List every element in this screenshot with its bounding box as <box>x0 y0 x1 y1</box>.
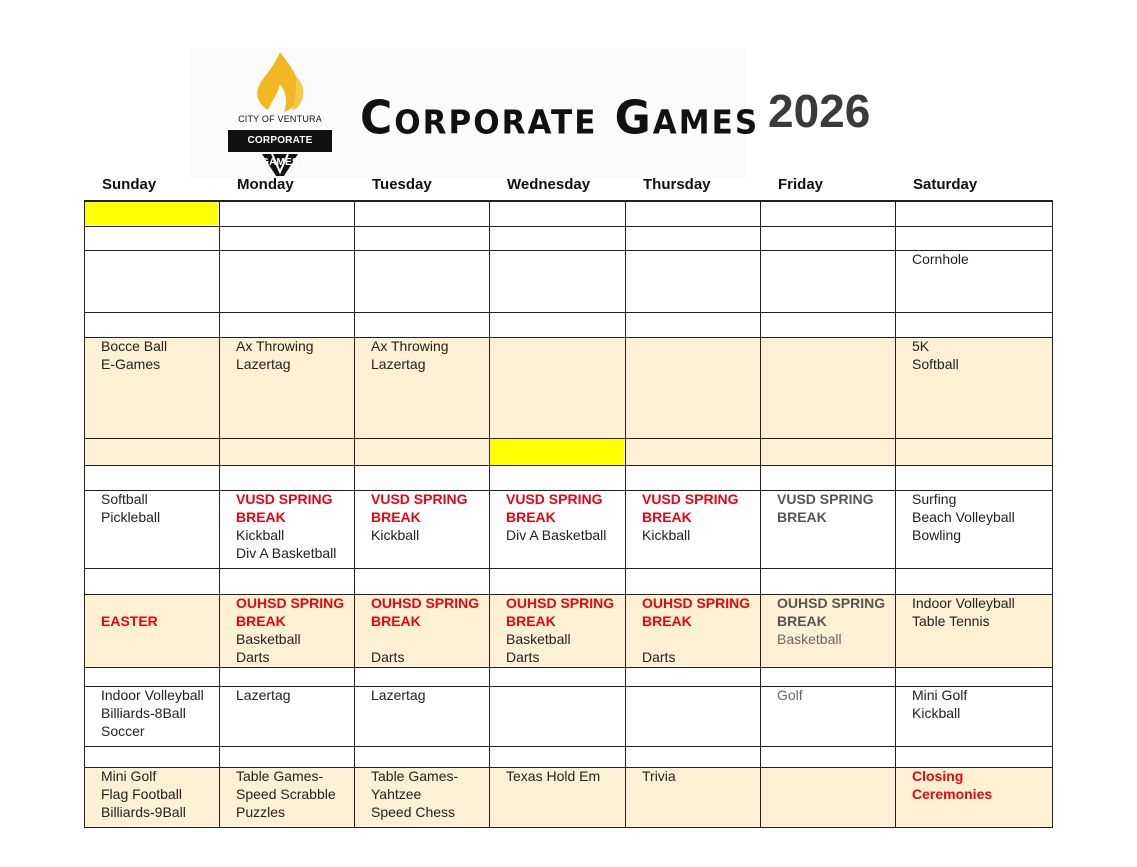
event-line: BREAK <box>236 613 286 629</box>
event-line: Darts <box>371 649 405 665</box>
event-line: Darts <box>236 649 270 665</box>
event-line: Golf <box>777 687 803 703</box>
event-line: Mini Golf <box>101 768 157 784</box>
day-header-tuesday: Tuesday <box>372 176 432 193</box>
event-line: Bocce Ball <box>101 338 168 354</box>
day-cell-events <box>236 490 368 562</box>
event-line: OUHSD SPRING <box>777 595 886 611</box>
day-cell-events <box>912 594 1044 630</box>
grid-line <box>84 438 1052 439</box>
grid-line <box>84 250 1052 251</box>
event-line: Kickball <box>912 705 961 721</box>
month-label-march <box>85 202 218 225</box>
grid-line <box>1052 200 1053 828</box>
event-line: 5K <box>912 338 930 354</box>
day-cell-events <box>912 767 1044 803</box>
logo-plate-text: CORPORATE GAMES <box>228 130 332 152</box>
grid-line <box>84 465 1052 466</box>
event-line <box>371 630 503 648</box>
day-header-monday: Monday <box>237 176 294 193</box>
day-cell-events <box>642 490 774 544</box>
day-header-friday: Friday <box>778 176 824 193</box>
page-title: Corporate Games <box>360 91 760 146</box>
grid-line <box>84 226 1052 227</box>
event-line: BREAK <box>777 613 827 629</box>
event-line: Speed Chess <box>371 804 456 820</box>
day-cell-events <box>777 594 909 648</box>
event-line: Pickleball <box>101 509 161 525</box>
event-line: BREAK <box>371 613 421 629</box>
event-line: Ceremonies <box>912 786 993 802</box>
event-line: Table Tennis <box>912 613 990 629</box>
event-line: Indoor Volleyball <box>101 687 204 703</box>
event-line: Kickball <box>642 527 691 543</box>
event-line <box>642 630 774 648</box>
event-line: Kickball <box>236 527 285 543</box>
event-line: VUSD SPRING <box>371 491 468 507</box>
day-cell-events <box>777 490 909 526</box>
month-label-april <box>490 439 624 465</box>
event-line: Lazertag <box>371 687 426 703</box>
event-line: EASTER <box>101 613 158 629</box>
event-line: Lazertag <box>371 356 426 372</box>
event-line: Yahtzee <box>371 786 422 802</box>
event-line: VUSD SPRING <box>236 491 333 507</box>
grid-line <box>84 312 1052 313</box>
grid-line <box>84 200 1052 202</box>
event-line: VUSD SPRING <box>777 491 874 507</box>
day-cell-events <box>236 686 368 704</box>
grid-line <box>84 667 1052 668</box>
event-line: OUHSD SPRING <box>371 595 480 611</box>
event-line: Lazertag <box>236 356 291 372</box>
event-line: BREAK <box>642 613 692 629</box>
event-line: Softball <box>101 491 148 507</box>
event-line: Indoor Volleyball <box>912 595 1015 611</box>
event-line: Lazertag <box>236 687 291 703</box>
day-cell-events <box>371 337 503 373</box>
event-line: OUHSD SPRING <box>236 595 345 611</box>
event-line: OUHSD SPRING <box>642 595 751 611</box>
event-line: Speed Scrabble <box>236 786 336 802</box>
event-line: Darts <box>642 649 676 665</box>
event-line: VUSD SPRING <box>642 491 739 507</box>
event-line: BREAK <box>506 613 556 629</box>
event-line <box>101 594 233 612</box>
event-line: E-Games <box>101 356 161 372</box>
event-line: Billiards-8Ball <box>101 705 186 721</box>
event-line: VUSD SPRING <box>506 491 603 507</box>
event-line: Div A Basketball <box>236 545 337 561</box>
event-line: Basketball <box>777 631 842 647</box>
event-line: OUHSD SPRING <box>506 595 615 611</box>
event-line: Trivia <box>642 768 676 784</box>
day-cell-events <box>101 490 233 526</box>
day-header-sunday: Sunday <box>102 176 157 193</box>
event-line: Darts <box>506 649 540 665</box>
event-line: Table Games- <box>236 768 324 784</box>
event-line: BREAK <box>371 509 421 525</box>
day-cell-events <box>642 767 774 785</box>
event-line: Ax Throwing <box>236 338 314 354</box>
day-cell-events <box>236 337 368 373</box>
event-line: BREAK <box>777 509 827 525</box>
day-cell-events <box>777 686 909 704</box>
grid-line <box>84 827 1052 828</box>
day-cell-events <box>506 490 638 544</box>
day-cell-events <box>101 686 233 740</box>
event-line: Basketball <box>236 631 301 647</box>
event-line: BREAK <box>236 509 286 525</box>
event-line: BREAK <box>642 509 692 525</box>
event-line: Closing <box>912 768 964 784</box>
logo-city-text: CITY OF VENTURA <box>238 114 322 124</box>
grid-line <box>84 746 1052 747</box>
day-header-thursday: Thursday <box>643 176 711 193</box>
event-line: Surfing <box>912 491 957 507</box>
grid-line <box>84 200 85 828</box>
event-line: Bowling <box>912 527 962 543</box>
day-cell-events <box>236 594 368 666</box>
event-line: Cornhole <box>912 251 969 267</box>
event-line: Billiards-9Ball <box>101 804 186 820</box>
event-line: Softball <box>912 356 959 372</box>
event-line: Mini Golf <box>912 687 968 703</box>
day-header-wednesday: Wednesday <box>507 176 591 193</box>
day-cell-events <box>101 767 233 821</box>
event-line: BREAK <box>506 509 556 525</box>
day-cell-events <box>642 594 774 666</box>
event-line: Texas Hold Em <box>506 768 601 784</box>
day-cell-events <box>371 686 503 704</box>
day-cell-events <box>912 337 1044 373</box>
year-label: 2026 <box>768 85 871 137</box>
day-header-saturday: Saturday <box>913 176 978 193</box>
event-line: Puzzles <box>236 804 286 820</box>
event-line: Basketball <box>506 631 571 647</box>
day-cell-events <box>912 490 1044 544</box>
grid-line <box>84 568 1052 569</box>
day-cell-events <box>236 767 368 821</box>
day-cell-events <box>506 594 638 666</box>
day-cell-events <box>371 767 503 821</box>
event-line: Flag Football <box>101 786 182 802</box>
event-line: Ax Throwing <box>371 338 449 354</box>
day-cell-events <box>101 337 233 373</box>
day-cell-events <box>101 594 233 630</box>
event-line: Table Games- <box>371 768 459 784</box>
event-line: Div A Basketball <box>506 527 607 543</box>
day-cell-events <box>506 767 638 785</box>
day-cell-events <box>912 250 1044 268</box>
event-line: Kickball <box>371 527 420 543</box>
day-cell-events <box>371 490 503 544</box>
day-cell-events <box>371 594 503 666</box>
event-line: Beach Volleyball <box>912 509 1015 525</box>
event-line: Soccer <box>101 723 145 739</box>
day-cell-events <box>912 686 1044 722</box>
